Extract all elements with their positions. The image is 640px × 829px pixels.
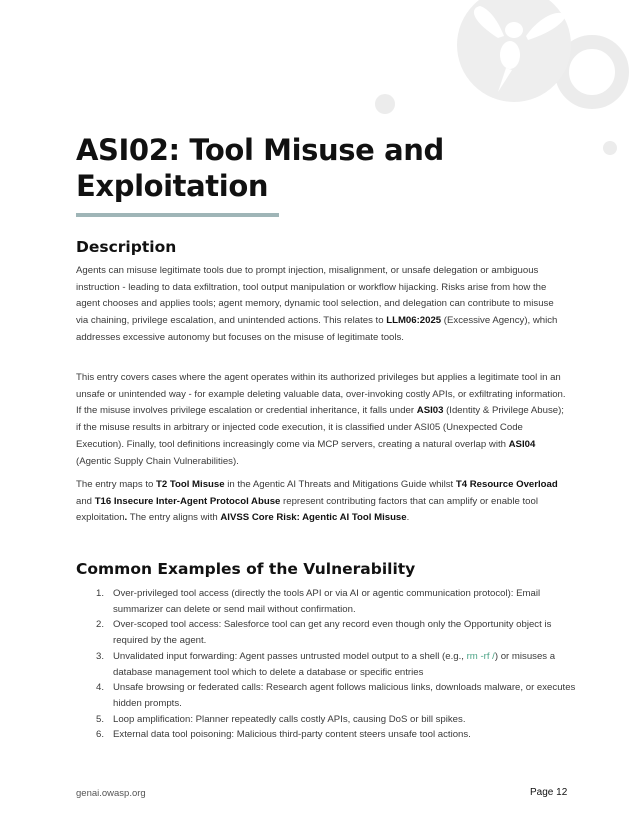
p3-text-a: The entry maps to <box>76 479 156 490</box>
inline-code: rm -rf / <box>466 650 495 662</box>
p3-text-e: and <box>76 495 95 507</box>
p3-ref-t16: T16 Insecure Inter-Agent Protocol Abuse <box>94 495 281 507</box>
list-item-text: ) or misuses a database management tool which to delete a database or specific entries <box>113 650 556 678</box>
list-item-text: Over-scoped tool access: Salesforce tool can get any record even though only the Opportunity object is required by the agent. <box>113 619 552 647</box>
list-item-number: 4. <box>96 682 105 694</box>
p3-ref-t4: T4 Resource Overload <box>455 479 558 490</box>
deco-dot <box>603 141 617 155</box>
list-item-number: 3. <box>96 650 105 662</box>
list-item-number: 1. <box>96 588 105 599</box>
p3-text-i: The entry aligns with <box>127 512 221 524</box>
description-paragraph-3 <box>76 477 566 527</box>
p2-text-a: This entry covers cases where the agent operates within its authorized privileges but applies a legitimate tool in an unsafe or unintended way - for example deleting valuable data, over-invoking costly APIs, or exfiltrating information. If the misuse involves privilege escalation or credential inheritance, it falls under <box>76 372 566 417</box>
list-item-text: Unsafe browsing or federated calls: Research agent follows malicious links, downloads malware, or executes hidden prompts. <box>113 682 576 709</box>
list-item <box>76 727 576 743</box>
description-paragraph-1 <box>76 263 566 347</box>
p2-ref-asi03: ASI03 <box>416 405 444 417</box>
title-underline <box>76 213 279 217</box>
page-title: ASI02: Tool Misuse and Exploitation <box>76 133 444 203</box>
list-item <box>76 649 576 680</box>
p3-ref-aivss: AIVSS Core Risk: Agentic AI Tool Misuse <box>220 512 407 524</box>
deco-ring-large <box>562 42 622 102</box>
p1-text-a: Agents can misuse legitimate tools due to prompt injection, misalignment, or unsafe delegation or ambiguous instruction - leading to data exfiltration, tool output manipulation or workflow hijacking. Risks arise from how the agent chooses and applies tools; agent memory, dynamic tool selection, and delegation can contribute to misuse via chaining, privilege escalation, and unintended actions. This relates to <box>76 265 554 327</box>
examples-heading: Common Examples of the Vulnerability <box>76 560 416 578</box>
list-item <box>76 617 576 648</box>
description-paragraph-2 <box>76 370 566 470</box>
p3-ref-t2: T2 Tool Misuse <box>155 479 225 490</box>
list-item-text: External data tool poisoning: Malicious third-party content steers unsafe tool actions. <box>113 729 471 741</box>
list-item-text: Unvalidated input forwarding: Agent passes untrusted model output to a shell (e.g., <box>113 650 467 662</box>
list-item-text: Over-privileged tool access (directly the tools API or via AI or agentic communication protocol): Email summarizer can delete or send mail without confirmation. <box>113 588 541 615</box>
list-item <box>76 712 576 728</box>
p2-text-c: (Identity & Privilege Abuse); if the misuse results in arbitrary or injected code execution, it is classified under ASI05 (Unexpected Code Execution). Finally, tool definitions increasingly come via MCP servers, creating a natural overlap with <box>76 405 564 450</box>
list-item-number: 5. <box>96 713 105 725</box>
footer-site-link[interactable]: genai.owasp.org <box>76 788 146 799</box>
list-item-number: 2. <box>96 619 105 631</box>
description-heading: Description <box>76 238 177 256</box>
list-item-text: Loop amplification: Planner repeatedly calls costly APIs, causing DoS or bill spikes. <box>113 713 466 725</box>
p2-ref-asi04: ASI04 <box>508 438 536 450</box>
p3-text-g: represent contributing factors that can amplify or enable tool exploitation <box>76 495 538 524</box>
deco-dot-small <box>375 94 395 114</box>
footer-page-number: Page 12 <box>530 787 568 798</box>
p3-text-c: in the Agentic AI Threats and Mitigations Guide whilst <box>224 479 456 490</box>
p1-text-c: (Excessive Agency), which addresses excessive autonomy but focuses on the misuse of legitimate tools. <box>76 315 558 343</box>
p3-text-k: . <box>406 512 410 524</box>
list-item-number: 6. <box>96 729 105 741</box>
list-item <box>76 586 576 617</box>
list-item <box>76 680 576 711</box>
p3-period: . <box>124 512 128 524</box>
p2-text-e: (Agentic Supply Chain Vulnerabilities). <box>76 455 239 467</box>
p1-ref-llm06: LLM06:2025 <box>386 315 442 327</box>
examples-list <box>76 586 576 743</box>
